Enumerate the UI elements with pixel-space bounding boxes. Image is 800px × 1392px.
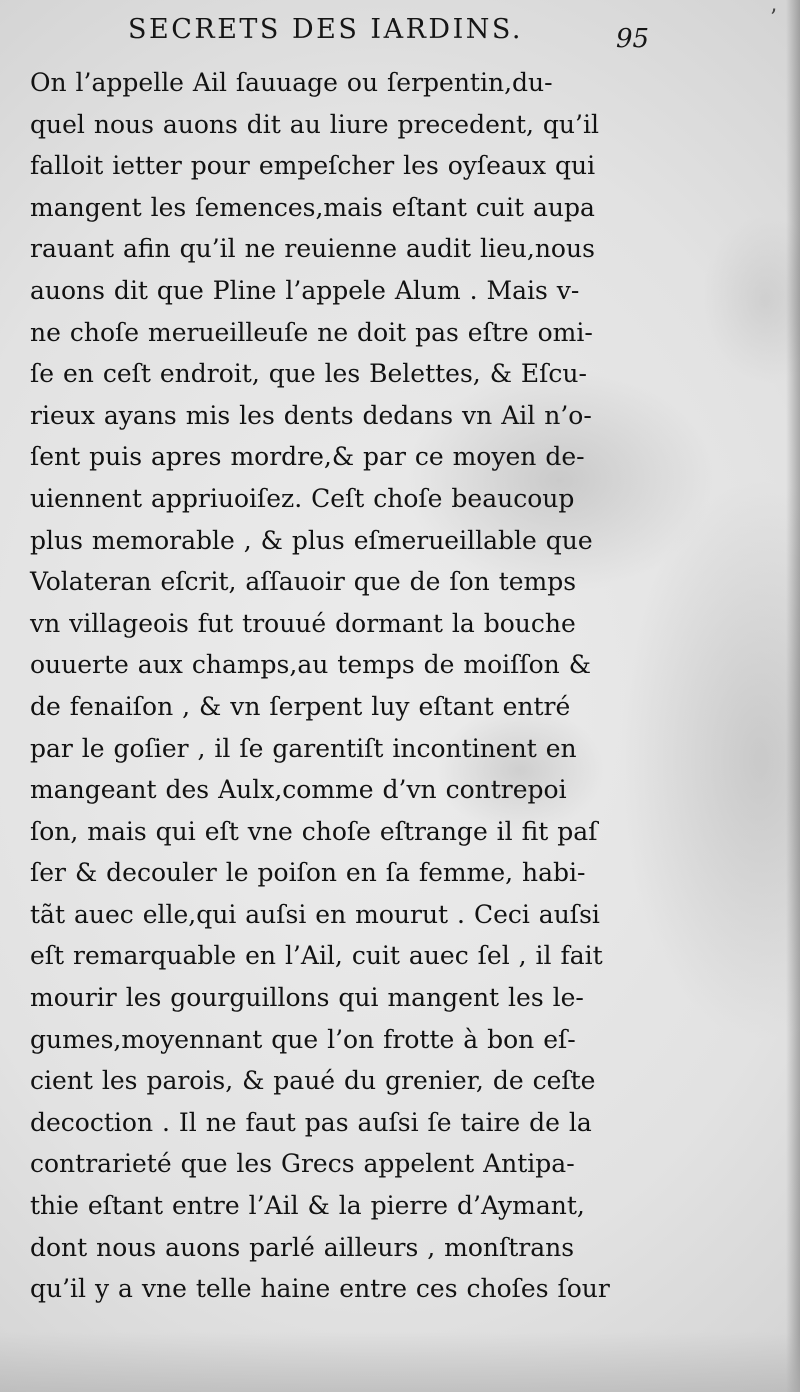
text-line: ſent puis apres mordre,& par ce moyen de- — [30, 442, 585, 472]
text-line: dont nous auons parlé ailleurs , monſtrans — [30, 1232, 575, 1262]
text-line: vn villageois fut trouué dormant la bouche — [30, 608, 576, 638]
text-line: On l’appelle Ail ſauuage ou ſerpentin,du- — [30, 68, 553, 97]
text-line: ſe en ceſt endroit, que les Belettes, & Eſcu- — [30, 359, 587, 389]
text-line: tãt auec elle,qui auſsi en mourut . Ceci auſsi — [30, 899, 600, 929]
text-line: par le goſier , il ſe garentiſt incontinent en — [30, 733, 577, 763]
page-edge-shadow — [786, 0, 800, 1392]
page-bottom-shade — [0, 1332, 800, 1392]
text-line: rieux ayans mis les dents dedans vn Ail n’o- — [30, 400, 592, 430]
running-header: SECRETS DES IARDINS. — [128, 14, 523, 45]
text-line: quel nous auons dit au liure precedent, qu’il — [30, 109, 599, 139]
text-line: eſt remarquable en l’Ail, cuit auec ſel , il fait — [30, 941, 603, 971]
text-line: rauant afin qu’il ne reuienne audit lieu,nous — [30, 234, 595, 264]
text-line: thie eſtant entre l’Ail & la pierre d’Aymant, — [30, 1191, 585, 1221]
page-number: 95 — [616, 24, 650, 54]
text-line: auons dit que Pline l’appele Alum . Mais v- — [30, 275, 580, 305]
text-line: mangent les ſemences,mais eſtant cuit aupa — [30, 192, 595, 222]
text-line: Volateran eſcrit, aſſauoir que de ſon temps — [30, 567, 577, 597]
text-line: ſer & decouler le poiſon en ſa femme, habi- — [30, 858, 586, 888]
text-line: mangeant des Aulx,comme d’vn contrepoi — [30, 775, 567, 805]
text-line: cient les parois, & paué du grenier, de ceſte — [30, 1066, 596, 1096]
text-line: ouuerte aux champs,au temps de moiſſon & — [30, 650, 591, 680]
text-line: decoction . Il ne faut pas auſsi ſe taire de la — [30, 1107, 592, 1137]
text-line: qu’il y a vne telle haine entre ces choſes ſour — [30, 1274, 610, 1304]
text-line: plus memorable , & plus eſmerueillable que — [30, 525, 593, 555]
corner-mark: ’ — [770, 6, 777, 31]
text-line: gumes,moyennant que l’on frotte à bon eſ- — [30, 1024, 576, 1054]
text-line: ſon, mais qui eſt vne choſe eſtrange il fit paſ — [30, 816, 598, 846]
text-line: uiennent appriuoiſez. Ceſt choſe beaucoup — [30, 483, 575, 513]
text-line: de fenaiſon , & vn ſerpent luy eſtant entré — [30, 691, 571, 721]
text-line: contrarieté que les Grecs appelent Antipa- — [30, 1149, 575, 1179]
body-text — [30, 62, 690, 1310]
text-line: falloit ietter pour empeſcher les oyſeaux qui — [30, 151, 596, 181]
text-line: mourir les gourguillons qui mangent les le- — [30, 983, 584, 1013]
text-line: ne choſe merueilleuſe ne doit pas eſtre omi- — [30, 317, 593, 347]
